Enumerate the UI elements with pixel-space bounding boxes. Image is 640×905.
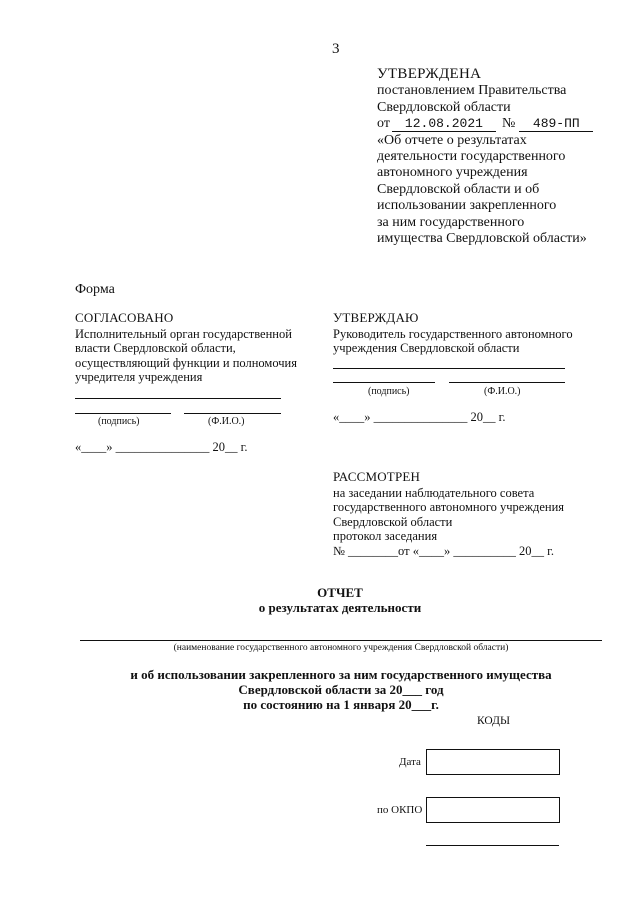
approve-line-2: учреждения Свердловской области (333, 341, 520, 356)
page-number: 3 (332, 41, 340, 57)
approve-line-1: Руководитель государственного автономного (333, 326, 573, 341)
agreed-title: СОГЛАСОВАНО (75, 310, 174, 325)
approved-block (377, 66, 627, 247)
date-code-field[interactable] (426, 749, 560, 775)
approved-desc-3: автономного учреждения (377, 165, 528, 181)
reviewed-line-1: на заседании наблюдательного совета (333, 485, 535, 500)
approved-desc-1: «Об отчете о результатах (377, 132, 527, 148)
reviewed-title: РАССМОТРЕН (333, 469, 421, 484)
approved-desc-5: использовании закрепленного (377, 198, 557, 214)
approved-desc-6: за ним государственного (377, 214, 525, 230)
approve-sign-caption: (подпись) (368, 386, 410, 397)
report-line-2: Свердловской области за 20___ год (238, 682, 444, 697)
agreed-line-1: Исполнительный орган государственной (75, 326, 292, 341)
institution-name-line (80, 640, 602, 641)
okpo-code-field[interactable] (426, 797, 560, 823)
approved-title: УТВЕРЖДЕНА (377, 66, 482, 82)
agreed-sign-line (75, 413, 171, 414)
report-subtitle: о результатах деятельности (258, 600, 422, 615)
okpo-code-label: по ОКПО (377, 804, 423, 816)
approved-desc-2: деятельности государственного (377, 149, 566, 165)
codes-title: КОДЫ (477, 715, 510, 727)
agreed-block (75, 311, 325, 385)
agreed-line-2: власти Свердловской области, (75, 341, 236, 356)
agreed-name-caption: (Ф.И.О.) (208, 416, 245, 427)
institution-name-caption: (наименование государственного автономного учреждения Свердловской области) (173, 643, 509, 653)
number-prefix: № (501, 116, 516, 132)
approved-desc-7: имущества Свердловской области» (377, 231, 587, 247)
approve-full-line (333, 368, 565, 369)
report-line-3: по состоянию на 1 января 20___г. (243, 697, 439, 712)
approve-date-line: «____» _______________ 20__ г. (333, 410, 506, 424)
decree-date: 12.08.2021 (392, 117, 496, 132)
report-title: ОТЧЕТ (317, 585, 363, 600)
approve-sign-line (333, 382, 435, 383)
reviewed-block (333, 470, 613, 559)
approved-desc-4: Свердловской области и об (377, 181, 540, 197)
agreed-full-line (75, 398, 281, 399)
approve-name-line (449, 382, 565, 383)
agreed-sign-caption: (подпись) (98, 416, 140, 427)
report-line-1: и об использовании закрепленного за ним государственного имущества (130, 667, 552, 682)
approved-line-1: постановлением Правительства (377, 83, 567, 99)
agreed-line-4: учредителя учреждения (75, 370, 203, 385)
approve-block (333, 311, 613, 356)
agreed-line-3: осуществляющий функции и полномочия (75, 355, 297, 370)
decree-number: 489-ПП (519, 117, 593, 132)
approve-title: УТВЕРЖДАЮ (333, 310, 419, 325)
reviewed-line-3: Свердловской области (333, 514, 453, 529)
date-prefix: от (377, 116, 390, 132)
form-label: Форма (75, 282, 115, 297)
extra-code-line (426, 845, 559, 846)
approved-line-2: Свердловской области (377, 99, 511, 115)
date-code-label: Дата (399, 756, 421, 768)
approve-name-caption: (Ф.И.О.) (484, 386, 521, 397)
reviewed-line-2: государственного автономного учреждения (333, 500, 565, 515)
agreed-name-line (184, 413, 281, 414)
reviewed-line-4: протокол заседания (333, 529, 438, 544)
reviewed-protocol-line: № ________от «____» __________ 20__ г. (333, 543, 554, 558)
agreed-date-line: «____» _______________ 20__ г. (75, 440, 248, 454)
approved-date-row (377, 116, 627, 132)
